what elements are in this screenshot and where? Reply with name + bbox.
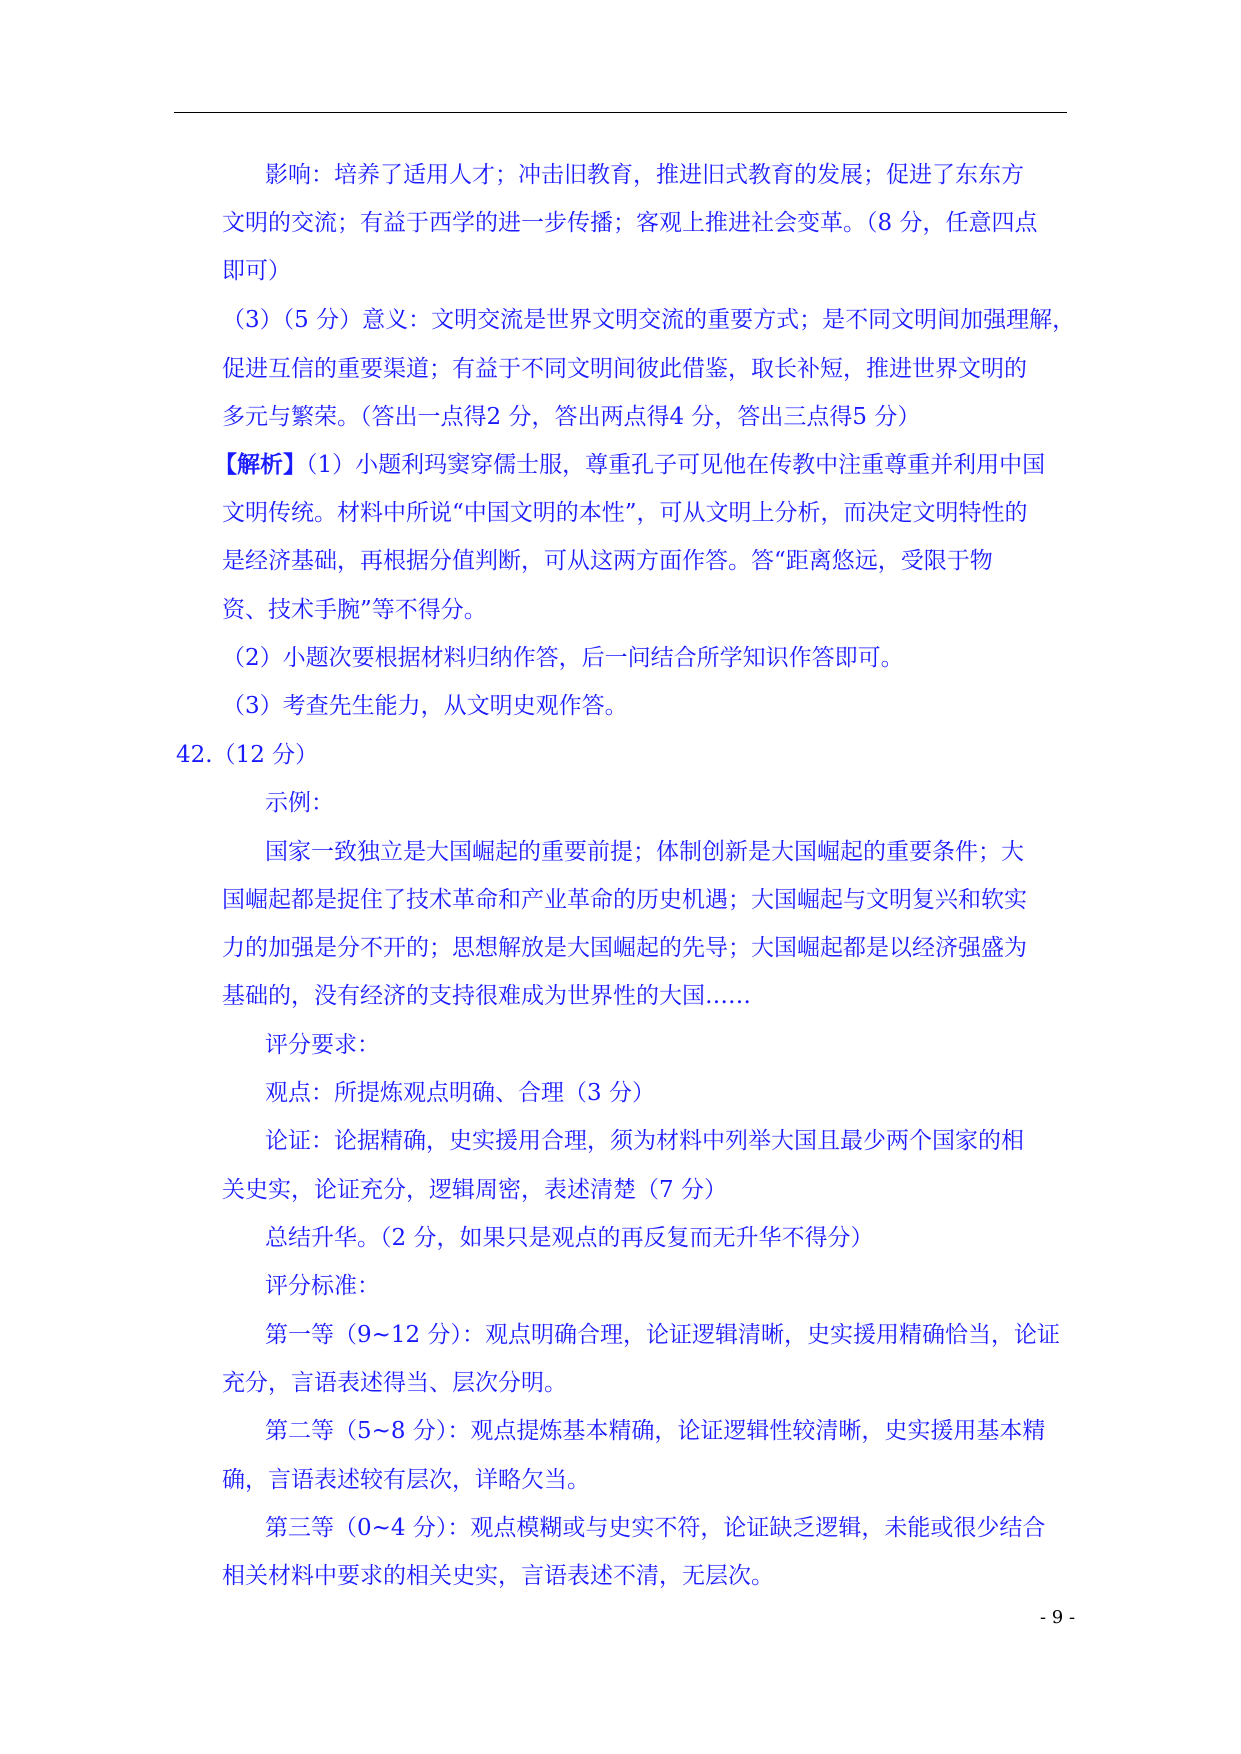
text-line: （3）考查先生能力，从文明史观作答。: [222, 693, 628, 719]
text-line: 文明的交流；有益于西学的进一步传播；客观上推进社会变革。（8 分，任意四点: [222, 210, 1038, 236]
text-line: 第三等（0~4 分）：观点模糊或与史实不符，论证缺乏逻辑，未能或很少结合: [265, 1515, 1046, 1541]
text-line: 充分，言语表述得当、层次分明。: [222, 1370, 567, 1396]
page-number: - 9 -: [1040, 1607, 1076, 1628]
text-line: 是经济基础，再根据分值判断，可从这两方面作答。答“距离悠远，受限于物: [222, 548, 993, 574]
text-line: （2）小题次要根据材料归纳作答，后一问结合所学知识作答即可。: [222, 645, 904, 671]
analysis-label: 【解析】: [214, 451, 306, 478]
text-line: 多元与繁荣。（答出一点得2 分，答出两点得4 分，答出三点得5 分）: [222, 404, 921, 430]
analysis-line: [214, 450, 1045, 480]
text-line: 影响：培养了适用人才；冲击旧教育，推进旧式教育的发展；促进了东东方: [265, 162, 1024, 188]
text-line: 评分标准：: [265, 1273, 380, 1299]
text-line: 相关材料中要求的相关史实，言语表述不清，无层次。: [222, 1563, 774, 1589]
question-number: 42.（12 分）: [176, 742, 319, 768]
text-line: 关史实，论证充分，逻辑周密，表述清楚（7 分）: [222, 1177, 727, 1203]
text-line: 观点：所提炼观点明确、合理（3 分）: [265, 1080, 655, 1106]
text-line: 促进互信的重要渠道；有益于不同文明间彼此借鉴，取长补短，推进世界文明的: [222, 356, 1027, 382]
text-line: 第二等（5~8 分）：观点提炼基本精确，论证逻辑性较清晰，史实援用基本精: [265, 1418, 1046, 1444]
text-line: 第一等（9~12 分）：观点明确合理，论证逻辑清晰，史实援用精确恰当，论证: [265, 1322, 1060, 1348]
text-line: 评分要求：: [265, 1032, 380, 1058]
text-line: 即可）: [222, 258, 291, 284]
text-line: 总结升华。（2 分，如果只是观点的再反复而无升华不得分）: [265, 1225, 874, 1251]
text-line: 资、技术手腕”等不得分。: [222, 597, 487, 623]
text-line: 基础的，没有经济的支持很难成为世界性的大国……: [222, 983, 751, 1009]
text-line: 文明传统。材料中所说“中国文明的本性”，可从文明上分析，而决定文明特性的: [222, 500, 1028, 526]
text-line: 国崛起都是捉住了技术革命和产业革命的历史机遇；大国崛起与文明复兴和软实: [222, 887, 1027, 913]
text-line: 国家一致独立是大国崛起的重要前提；体制创新是大国崛起的重要条件；大: [265, 839, 1024, 865]
text-line: 示例：: [265, 790, 334, 816]
text-line: 论证：论据精确，史实援用合理，须为材料中列举大国且最少两个国家的相: [265, 1128, 1024, 1154]
text-line: 确，言语表述较有层次，详略欠当。: [222, 1467, 590, 1493]
analysis-text: （1）小题利玛窦穿儒士服，尊重孔子可见他在传教中注重尊重并利用中国: [306, 452, 1046, 478]
text-line: 力的加强是分不开的；思想解放是大国崛起的先导；大国崛起都是以经济强盛为: [222, 935, 1027, 961]
header-rule: [174, 112, 1067, 113]
text-line: （3）（5 分）意义：文明交流是世界文明交流的重要方式；是不同文明间加强理解，: [222, 307, 1076, 333]
